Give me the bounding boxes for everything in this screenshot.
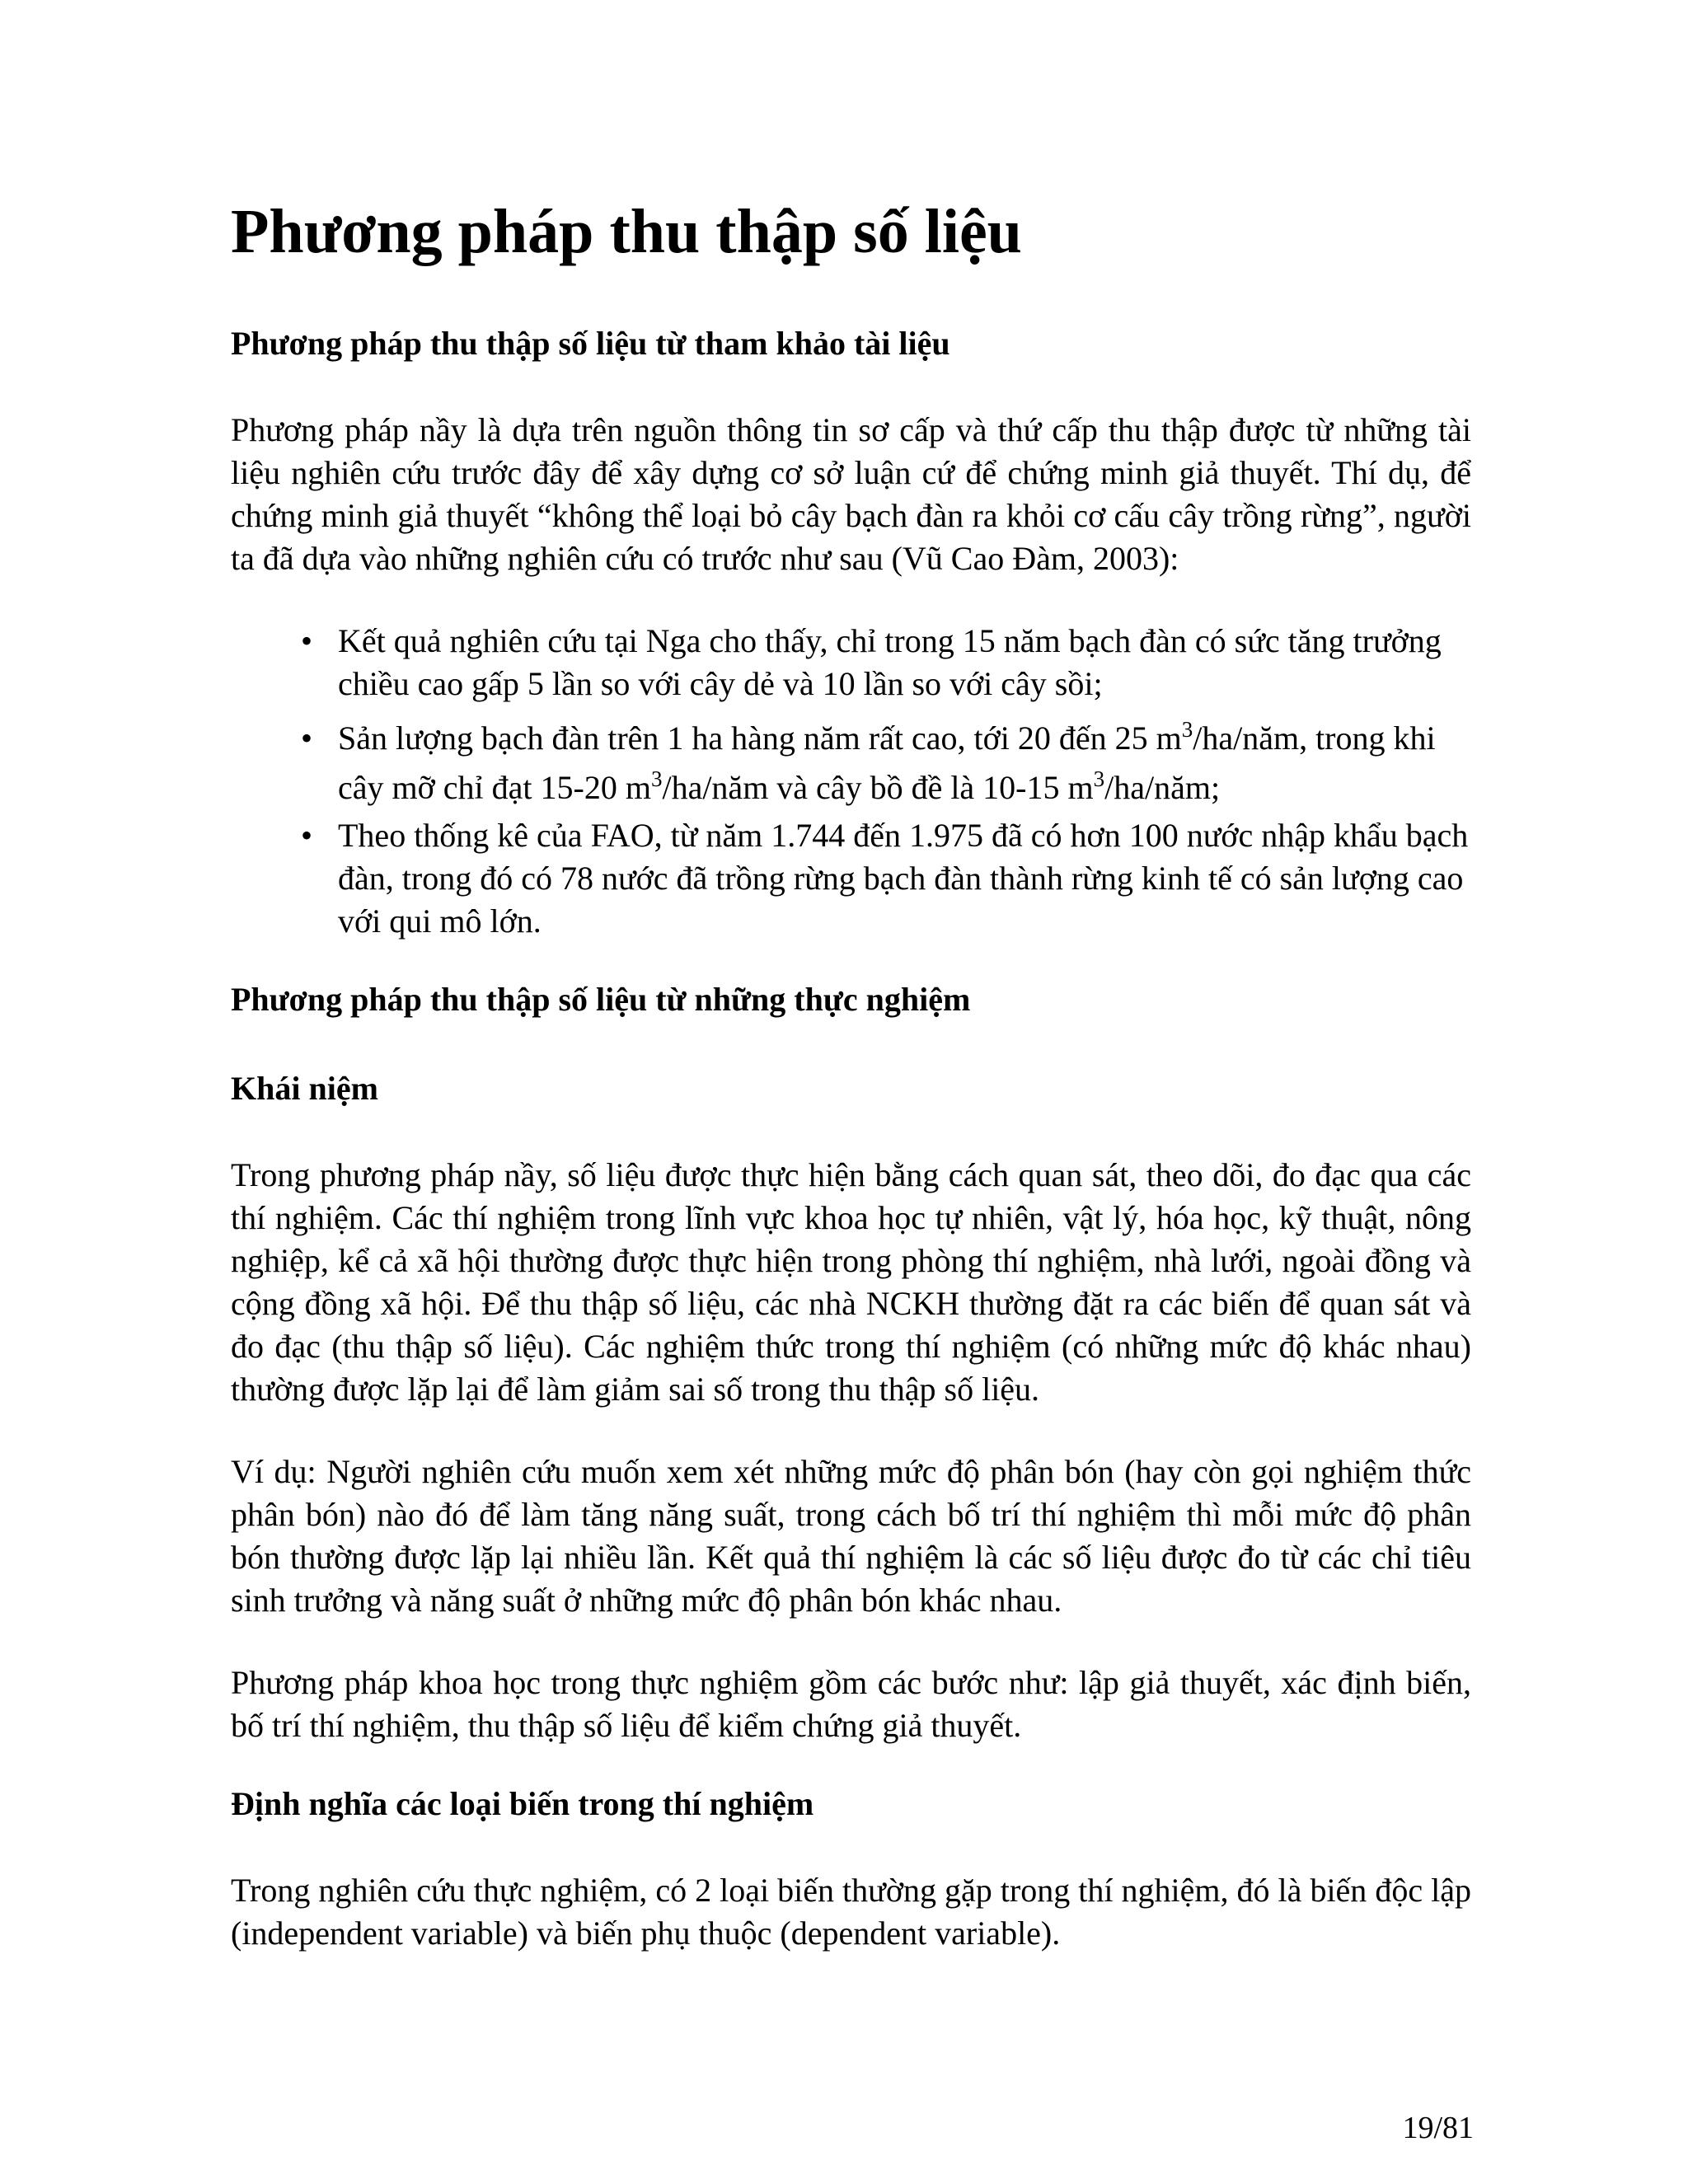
- list-item-text: Theo thống kê của FAO, từ năm 1.744 đến 1.975 đã có hơn 100 nước nhập khẩu bạch đàn, trong đó có 78 nước đã trồng rừng bạch đàn thành rừng kinh tế có sản lượng cao với qui mô lớn.: [338, 817, 1469, 940]
- section-heading-literature: Phương pháp thu thập số liệu từ tham khảo tài liệu: [231, 325, 950, 362]
- list-item-text: /ha/năm, trong khi cây mỡ chỉ đạt 15-20 m: [338, 719, 1436, 806]
- bullet-list: [301, 620, 1471, 943]
- paragraph-variables: Trong nghiên cứu thực nghiệm, có 2 loại biến thường gặp trong thí nghiệm, đó là biến độc lập (independent variable) và biến phụ thuộc (dependent variable).: [231, 1872, 1471, 1952]
- subheading-concept: Khái niệm: [231, 1070, 378, 1107]
- page-number: 19/81: [1402, 2111, 1474, 2145]
- superscript: 3: [1181, 717, 1193, 743]
- superscript: 3: [650, 766, 663, 792]
- section-heading-experiment: Phương pháp thu thập số liệu từ những thực nghiệm: [231, 981, 971, 1018]
- subheading-variable-types: Định nghĩa các loại biến trong thí nghiệm: [231, 1785, 814, 1822]
- bullet-marker: •: [301, 719, 313, 757]
- paragraph-example: Ví dụ: Người nghiên cứu muốn xem xét những mức độ phân bón (hay còn gọi nghiệm thức phân bón) nào đó để làm tăng năng suất, trong cách bố trí thí nghiệm thì mỗi mức độ phân bón thường được lặp lại nhiều lần. Kết quả thí nghiệm là các số liệu được đo từ các chỉ tiêu sinh trưởng và năng suất ở những mức độ phân bón khác nhau.: [231, 1453, 1471, 1619]
- list-item-text: /ha/năm;: [1104, 769, 1221, 806]
- list-item: [301, 814, 1471, 943]
- page-title: Phương pháp thu thập số liệu: [231, 197, 1022, 266]
- list-item: [301, 714, 1471, 813]
- paragraph-literature-intro: Phương pháp nầy là dựa trên nguồn thông tin sơ cấp và thứ cấp thu thập được từ những tài liệu nghiên cứu trước đây để xây dựng cơ sở luận cứ để chứng minh giả thuyết. Thí dụ, để chứng minh giả thuyết “không thể loại bỏ cây bạch đàn ra khỏi cơ cấu cây trồng rừng”, người ta đã dựa vào những nghiên cứu có trước như sau (Vũ Cao Đàm, 2003):: [231, 411, 1471, 577]
- list-item-text: /ha/năm và cây bồ đề là 10-15 m: [662, 769, 1094, 806]
- bullet-marker: •: [301, 622, 313, 659]
- bullet-marker: •: [301, 817, 313, 854]
- paragraph-concept: Trong phương pháp nầy, số liệu được thực hiện bằng cách quan sát, theo dõi, đo đạc qua các thí nghiệm. Các thí nghiệm trong lĩnh vực khoa học tự nhiên, vật lý, hóa học, kỹ thuật, nông nghiệp, kể cả xã hội thường được thực hiện trong phòng thí nghiệm, nhà lưới, ngoài đồng và cộng đồng xã hội. Để thu thập số liệu, các nhà NCKH thường đặt ra các biến để quan sát và đo đạc (thu thập số liệu). Các nghiệm thức trong thí nghiệm (có những mức độ khác nhau) thường được lặp lại để làm giảm sai số trong thu thập số liệu.: [231, 1156, 1471, 1408]
- superscript: 3: [1093, 766, 1105, 792]
- list-item-text: Sản lượng bạch đàn trên 1 ha hàng năm rất cao, tới 20 đến 25 m: [338, 719, 1182, 757]
- list-item-text: Kết quả nghiên cứu tại Nga cho thấy, chỉ trong 15 năm bạch đàn có sức tăng trưởng chiều cao gấp 5 lần so với cây dẻ và 10 lần so với cây sồi;: [338, 622, 1442, 702]
- list-item: [301, 620, 1471, 705]
- paragraph-method-steps: Phương pháp khoa học trong thực nghiệm gồm các bước như: lập giả thuyết, xác định biến, bố trí thí nghiệm, thu thập số liệu để kiểm chứng giả thuyết.: [231, 1664, 1471, 1744]
- document-page: [231, 0, 1475, 2184]
